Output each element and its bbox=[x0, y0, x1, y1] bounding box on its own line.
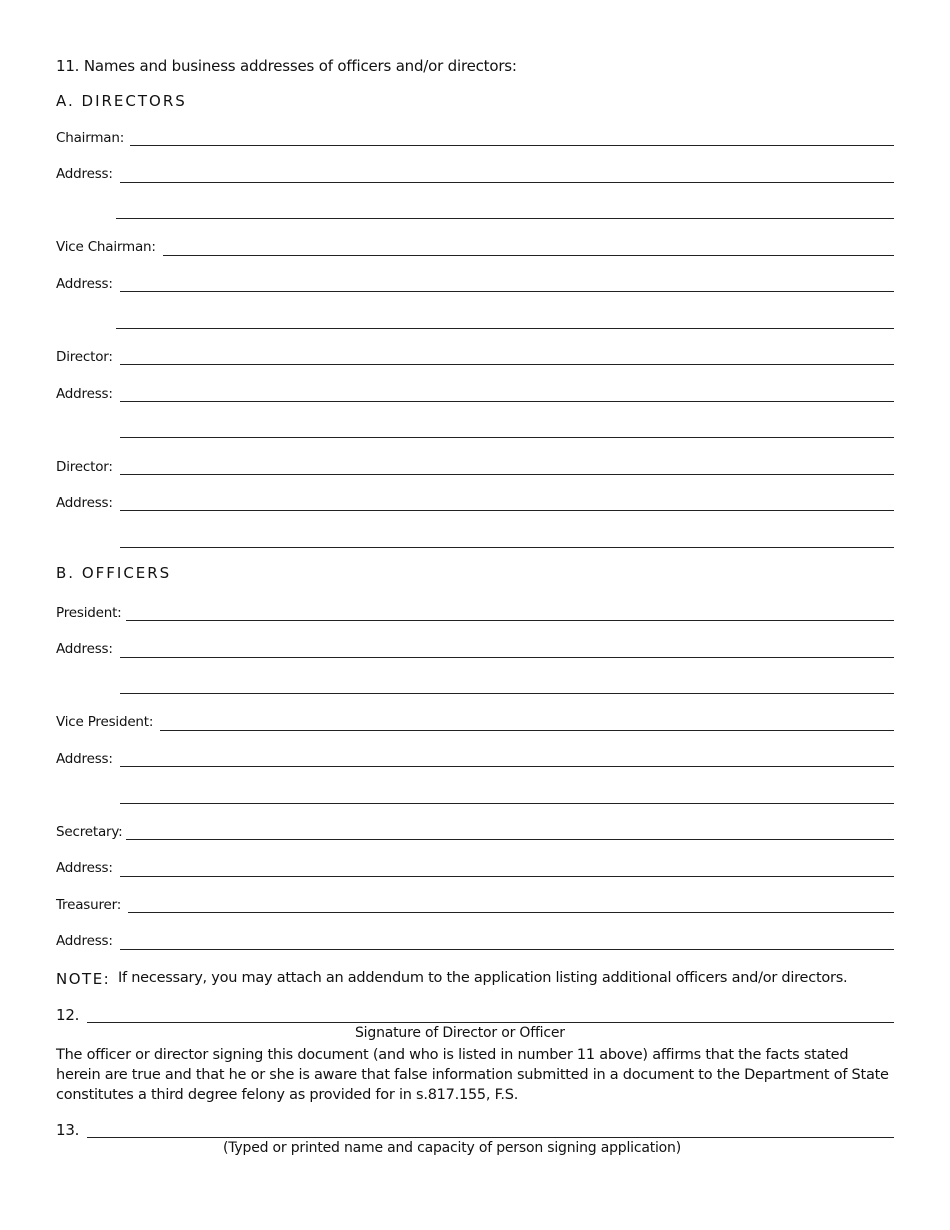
director-2-address-field-line2[interactable] bbox=[120, 547, 894, 548]
vice-chairman-address-field-line2[interactable] bbox=[116, 328, 894, 329]
chairman-address-field-line2[interactable] bbox=[116, 218, 894, 219]
question-13-number: 13. bbox=[56, 1121, 80, 1139]
chairman-address-field[interactable] bbox=[120, 182, 894, 183]
president-address-label: Address: bbox=[56, 641, 113, 657]
president-address-field[interactable] bbox=[120, 657, 894, 658]
secretary-field[interactable] bbox=[126, 839, 894, 840]
officers-heading: B. OFFICERS bbox=[56, 564, 172, 582]
vice-president-field[interactable] bbox=[160, 730, 894, 731]
director-2-address-field[interactable] bbox=[120, 510, 894, 511]
chairman-label: Chairman: bbox=[56, 130, 125, 146]
vice-chairman-address-field[interactable] bbox=[120, 291, 894, 292]
vice-chairman-field[interactable] bbox=[163, 255, 894, 256]
treasurer-label: Treasurer: bbox=[56, 897, 122, 913]
director-2-address-label: Address: bbox=[56, 495, 113, 511]
treasurer-address-field[interactable] bbox=[120, 949, 894, 950]
director-1-field[interactable] bbox=[120, 364, 894, 365]
director-2-field[interactable] bbox=[120, 474, 894, 475]
printed-name-field[interactable] bbox=[87, 1137, 894, 1138]
secretary-label: Secretary: bbox=[56, 824, 123, 840]
director-1-address-field[interactable] bbox=[120, 401, 894, 402]
director-1-label: Director: bbox=[56, 349, 113, 365]
question-11-title: 11. Names and business addresses of officers and/or directors: bbox=[56, 57, 517, 75]
question-12-number: 12. bbox=[56, 1006, 80, 1024]
signature-caption: Signature of Director or Officer bbox=[355, 1025, 565, 1041]
secretary-address-field[interactable] bbox=[120, 876, 894, 877]
vice-president-address-field[interactable] bbox=[120, 766, 894, 767]
director-1-address-label: Address: bbox=[56, 386, 113, 402]
printed-name-caption: (Typed or printed name and capacity of person signing application) bbox=[223, 1140, 681, 1156]
affirmation-paragraph: The officer or director signing this document (and who is listed in number 11 above) affirms that the facts stated herein are true and that he or she is aware that false information submitted in a document to the Department of State constitutes a third degree felony as provided for in s.817.155, F.S. bbox=[56, 1047, 889, 1103]
signature-field[interactable] bbox=[87, 1022, 894, 1023]
vice-chairman-label: Vice Chairman: bbox=[56, 239, 156, 255]
vice-president-label: Vice President: bbox=[56, 714, 154, 730]
vice-president-address-field-line2[interactable] bbox=[120, 803, 894, 804]
note-text: If necessary, you may attach an addendum to the application listing additional officers and/or directors. bbox=[118, 970, 848, 986]
chairman-address-label: Address: bbox=[56, 166, 113, 182]
directors-heading: A. DIRECTORS bbox=[56, 92, 187, 110]
director-2-label: Director: bbox=[56, 459, 113, 475]
president-address-field-line2[interactable] bbox=[120, 693, 894, 694]
chairman-field[interactable] bbox=[130, 145, 894, 146]
treasurer-address-label: Address: bbox=[56, 933, 113, 949]
vice-president-address-label: Address: bbox=[56, 751, 113, 767]
treasurer-field[interactable] bbox=[128, 912, 894, 913]
secretary-address-label: Address: bbox=[56, 860, 113, 876]
director-1-address-field-line2[interactable] bbox=[120, 437, 894, 438]
president-field[interactable] bbox=[126, 620, 894, 621]
vice-chairman-address-label: Address: bbox=[56, 276, 113, 292]
president-label: President: bbox=[56, 605, 122, 621]
note-label: NOTE: bbox=[56, 970, 111, 988]
